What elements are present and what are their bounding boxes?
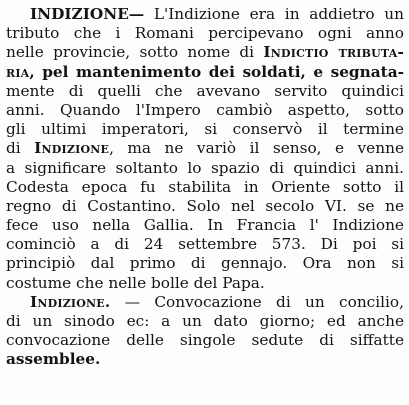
entry-indizione-line-5: mente di quelli che avevano servito quindici (6, 81, 404, 100)
entry-indizione-line-9: a significare soltanto lo spazio di quindici anni. (6, 158, 404, 177)
entry-indizione-line-15: costume che nelle bolle del Papa. (6, 273, 265, 292)
entry-indizione-line-2: tributo che i Romani percipevano ogni anno (6, 24, 404, 43)
entry-indizione-line-8 (6, 139, 404, 158)
entry-indizione-2-line-2: di un sinodo ec: a un dato giorno; ed anche (6, 312, 404, 330)
entry-indizione-line-6: anni. Quando l'Impero cambiò aspetto, sotto (6, 100, 404, 119)
headword-indizione-2: Indizione. (30, 292, 111, 311)
text-segment: nelle provincie, sotto nome di (6, 43, 264, 62)
dictionary-column (6, 5, 404, 370)
entry-indizione-line-1 (6, 5, 404, 24)
term-indizione: Indizione (34, 139, 110, 158)
term-indictio-tributaria-end: ria (6, 62, 30, 81)
entry-indizione-line-11: regno di Costantino. Solo nel secolo VI. se ne (6, 196, 404, 215)
text-segment: di (6, 139, 35, 158)
entry-indizione-line-7: gli ultimi imperatori, si conservò il termine (6, 120, 404, 139)
text-segment: L'Indizione era in addietro un (144, 5, 404, 23)
text-segment: , pel mantenimento dei soldati, e segnata- (29, 62, 404, 81)
text-segment: , ma ne variò il senso, e venne (109, 139, 404, 158)
headword-indizione: INDIZIONE— (30, 5, 145, 23)
entry-indizione-line-13: cominciò a di 24 settembre 573. Di poi si (6, 235, 404, 254)
entry-indizione-line-4 (6, 63, 404, 82)
entry-indizione-2-line-1 (6, 293, 404, 312)
entry-indizione-line-14: principiò dal primo di gennajo. Ora non si (6, 254, 404, 273)
entry-indizione-line-3 (6, 43, 404, 62)
entry-indizione-line-12: fece uso nella Gallia. In Francia l' Indizione (6, 216, 404, 235)
term-indictio-tributaria: Indictio tributa- (263, 43, 405, 62)
text-segment: — Convocazione di un concilio, (110, 292, 404, 311)
entry-indizione-line-10: Codesta epoca fu stabilita in Oriente sotto il (6, 177, 404, 196)
entry-indizione-2-line-4: assemblee. (6, 350, 101, 369)
entry-indizione-2-line-3: convocazione delle singole sedute di siffatte (6, 331, 404, 350)
